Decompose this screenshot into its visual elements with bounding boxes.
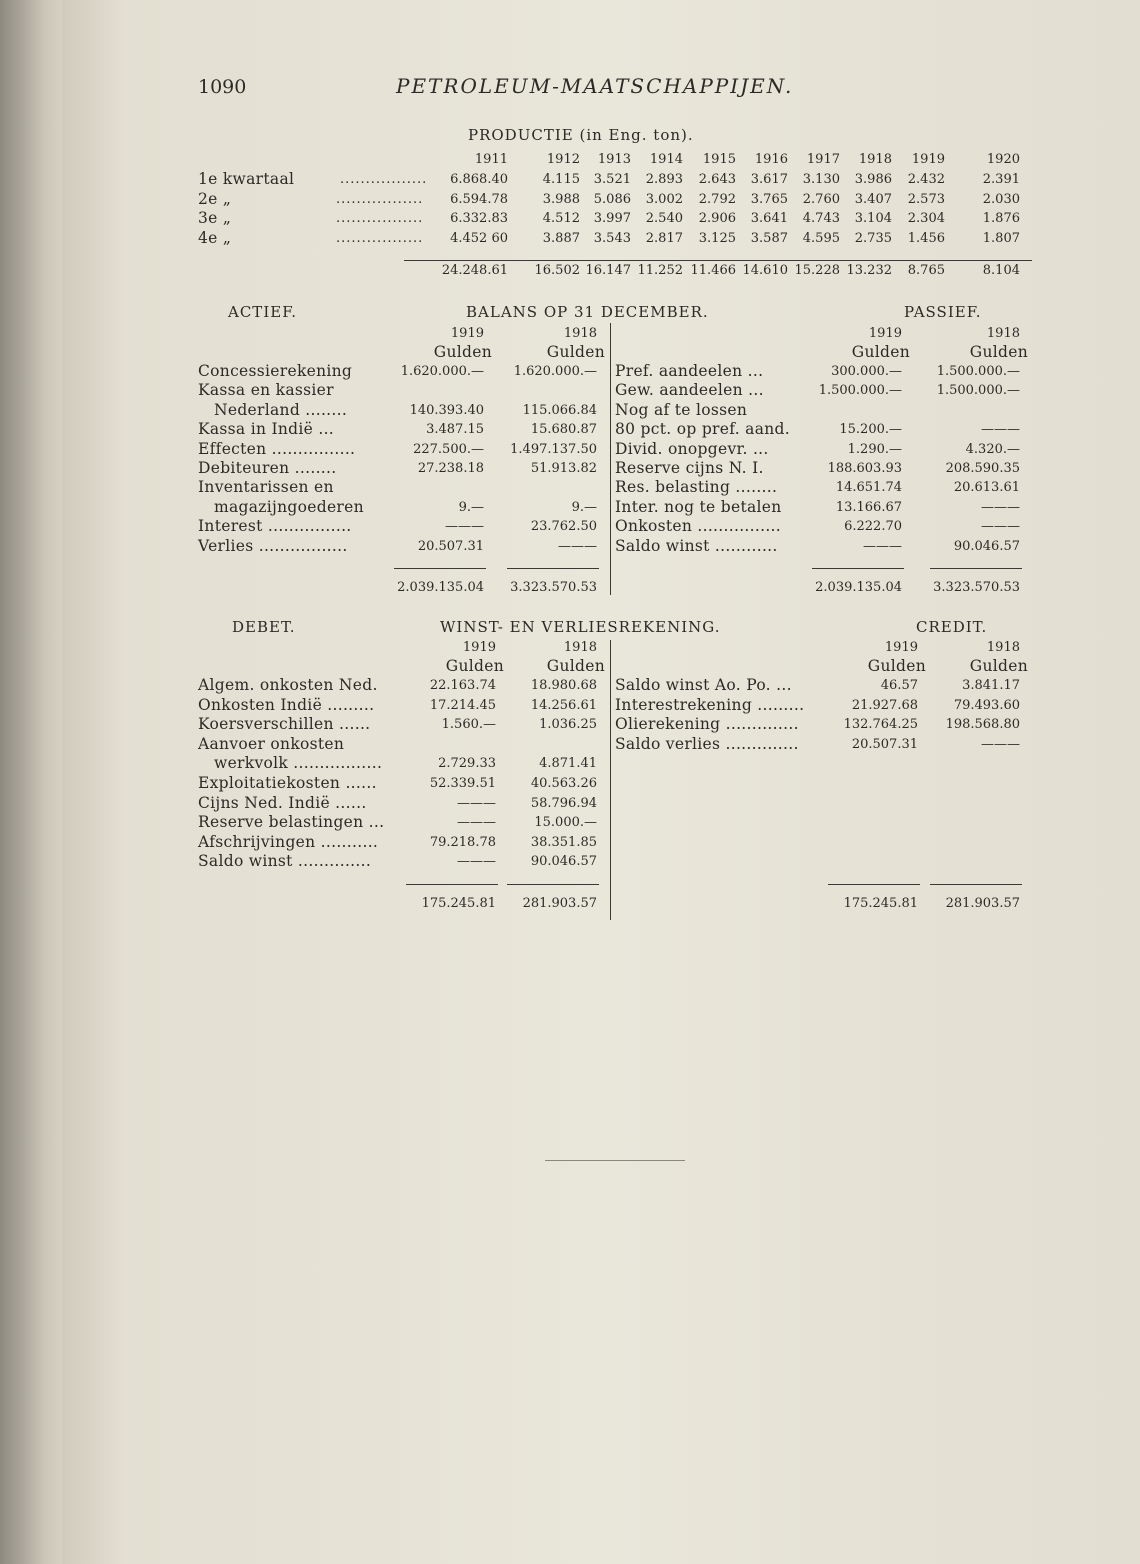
amount-current: 46.57 [880,678,918,693]
account-label: Nederland ........ [214,400,348,419]
amount-previous: ——— [981,736,1020,752]
account-label: Divid. onopgevr. ... [615,439,769,458]
account-label: Gew. aandeelen ... [615,381,764,400]
account-label: Saldo winst ............ [615,536,778,555]
amount-previous: 15.680.87 [530,422,597,438]
production-total: 15.228 [794,263,840,278]
account-label: Exploitatiekosten ...... [198,774,377,792]
total-previous: 281.903.57 [522,896,597,911]
amount-current: 1.290.— [847,441,902,457]
debet-title: DEBET. [232,618,296,636]
amount-previous: 9.— [571,499,597,515]
production-cell: 3.130 [802,172,840,187]
amount-current: 15.200.— [839,422,902,438]
amount-previous: 90.046.57 [953,538,1020,554]
production-cell: 2.540 [645,211,683,226]
amount-previous: 198.568.80 [945,717,1020,733]
total-current: 2.039.135.04 [815,580,902,595]
production-cell: 3.641 [750,211,788,226]
production-cell: 3.986 [854,172,892,187]
amount-current: 20.507.31 [851,736,918,752]
production-cell: 4.512 [542,211,580,226]
amount-previous: 90.046.57 [530,854,597,870]
account-label: Effecten ................ [198,439,356,458]
production-total: 16.502 [534,263,580,278]
balans-divider [610,323,611,595]
production-cell: 2.391 [982,172,1020,187]
amount-current: 6.222.70 [844,519,902,535]
account-label: Interestrekening ......... [615,695,805,714]
production-cell: 3.887 [542,230,580,246]
account-label: Concessierekening [198,362,353,380]
amount-previous: 4.320.— [965,441,1020,457]
unit-header: Gulden [969,343,1028,361]
leader-dots: ................. [336,191,424,207]
amount-current: 2.729.33 [438,756,496,772]
total-previous: 281.903.57 [945,896,1020,911]
amount-previous: 4.871.41 [539,756,597,772]
quarter-label: 1e kwartaal [198,170,295,188]
amount-current: 20.507.31 [417,538,484,554]
account-label: Olierekening .............. [615,715,799,734]
production-total: 16.147 [585,263,631,278]
production-cell: 3.104 [854,211,892,226]
account-label: Aanvoer onkosten [198,734,345,753]
sum-rule [406,884,498,885]
sum-rule [930,568,1022,569]
amount-previous: 15.000.— [534,815,597,831]
balans-title: BALANS OP 31 DECEMBER. [466,303,709,321]
amount-current: 3.487.15 [426,422,484,438]
production-cell: 2.893 [645,172,683,187]
amount-current: ——— [445,519,484,535]
year-header: 1911 [474,152,508,167]
leader-dots: ................. [340,172,428,187]
production-total: 8.104 [982,263,1020,278]
unit-header: Gulden [433,343,492,361]
production-cell: 6.868.40 [450,172,508,187]
production-cell: 3.521 [593,172,631,187]
amount-previous: ——— [981,422,1020,438]
account-label: Inventarissen en [198,478,334,497]
amount-previous: 51.913.82 [530,461,597,476]
unit-header: Gulden [546,657,605,675]
account-label: Algem. onkosten Ned. [198,676,378,694]
production-cell: 2.573 [907,191,945,207]
amount-previous: 1.036.25 [539,717,597,733]
account-label: Interest ................ [198,517,352,536]
unit-header: Gulden [969,657,1028,675]
quarter-label: 4e „ [198,228,232,247]
amount-current: 14.651.74 [835,480,902,496]
amount-previous: 208.590.35 [945,461,1020,476]
amount-previous: 1.500.000.— [936,383,1020,399]
total-previous: 3.323.570.53 [510,580,597,595]
production-cell: 1.456 [907,230,945,246]
sum-rule [828,884,920,885]
account-label: Kassa in Indië ... [198,420,335,439]
account-label: Koersverschillen ...... [198,715,371,734]
account-label: magazijngoederen [214,497,364,516]
production-cell: 3.002 [645,191,683,207]
sum-rule [812,568,904,569]
leader-dots: ................. [336,211,424,226]
production-cell: 4.452 60 [450,230,508,246]
production-cell: 4.115 [542,172,580,187]
amount-current: 27.238.18 [417,461,484,476]
year-header: 1917 [806,152,840,167]
amount-current: 22.163.74 [429,678,496,693]
amount-current: ——— [457,854,496,870]
passief-title: PASSIEF. [904,303,982,321]
sum-rule [394,568,486,569]
account-label: Inter. nog te betalen [615,497,782,516]
amount-previous: 20.613.61 [953,480,1020,496]
production-total: 14.610 [742,263,788,278]
production-cell: 4.595 [802,230,840,246]
unit-header: Gulden [851,343,910,361]
production-total: 11.466 [690,263,736,278]
year-header: 1919 [884,640,918,655]
production-cell: 3.587 [750,230,788,246]
amount-current: 52.339.51 [429,776,496,791]
amount-previous: 38.351.85 [530,834,597,850]
production-cell: 6.594.78 [450,191,508,207]
production-total: 24.248.61 [441,263,508,278]
year-header: 1920 [986,152,1020,167]
year-header: 1916 [754,152,788,167]
account-label: Saldo verlies .............. [615,734,799,753]
production-cell: 2.906 [698,211,736,226]
production-cell: 6.332.83 [450,211,508,226]
production-cell: 1.807 [982,230,1020,246]
year-header: 1919 [911,152,945,167]
total-current: 175.245.81 [421,896,496,911]
productie-total-rule [404,260,1032,261]
page-number: 1090 [198,76,247,98]
production-cell: 3.765 [750,191,788,207]
amount-previous: ——— [558,538,597,554]
total-current: 175.245.81 [843,896,918,911]
year-header: 1918 [986,326,1020,341]
production-total: 13.232 [846,263,892,278]
production-total: 11.252 [637,263,683,278]
production-cell: 3.407 [854,191,892,207]
leader-dots: ................. [336,230,424,246]
amount-current: 1.560.— [441,717,496,733]
sum-rule [507,884,599,885]
year-header: 1918 [563,326,597,341]
amount-previous: 1.500.000.— [936,364,1020,379]
production-cell: 4.743 [802,211,840,226]
total-current: 2.039.135.04 [397,580,484,595]
account-label: Reserve belastingen ... [198,813,385,832]
amount-previous: ——— [981,499,1020,515]
account-label: Onkosten Indië ......... [198,695,375,714]
production-cell: 3.543 [593,230,631,246]
account-label: Cijns Ned. Indië ...... [198,793,367,812]
production-cell: 2.792 [698,191,736,207]
amount-current: 132.764.25 [843,717,918,733]
production-cell: 3.617 [750,172,788,187]
amount-current: 227.500.— [413,441,484,457]
production-cell: 2.817 [645,230,683,246]
amount-current: 1.500.000.— [818,383,902,399]
production-cell: 2.304 [907,211,945,226]
production-cell: 2.760 [802,191,840,207]
productie-title: PRODUCTIE (in Eng. ton). [468,126,694,144]
credit-title: CREDIT. [916,618,988,636]
amount-current: 21.927.68 [851,697,918,713]
amount-current: 9.— [458,499,484,515]
account-label: Saldo winst Ao. Po. ... [615,676,792,694]
page-mark [545,1160,685,1161]
amount-current: 188.603.93 [827,461,902,476]
amount-previous: 18.980.68 [530,678,597,693]
account-label: Nog af te lossen [615,400,748,419]
amount-current: ——— [863,538,902,554]
year-header: 1914 [649,152,683,167]
amount-current: 1.620.000.— [400,364,484,379]
account-label: Debiteuren ........ [198,459,337,477]
year-header: 1919 [450,326,484,341]
amount-previous: 58.796.94 [530,795,597,811]
account-label: Onkosten ................ [615,517,782,536]
winst-divider [610,640,611,920]
production-total: 8.765 [907,263,945,278]
production-cell: 2.735 [854,230,892,246]
unit-header: Gulden [445,657,504,675]
production-cell: 5.086 [593,191,631,207]
amount-previous: 1.620.000.— [513,364,597,379]
amount-previous: 1.497.137.50 [510,441,597,457]
account-label: werkvolk ................. [214,754,383,773]
production-cell: 3.997 [593,211,631,226]
year-header: 1918 [986,640,1020,655]
amount-current: 140.393.40 [409,402,484,418]
sum-rule [507,568,599,569]
amount-previous: 79.493.60 [953,697,1020,713]
winst-title: WINST- EN VERLIESREKENING. [440,618,721,636]
actief-title: ACTIEF. [228,303,298,321]
amount-previous: ——— [981,519,1020,535]
amount-current: ——— [457,815,496,831]
production-cell: 2.643 [698,172,736,187]
production-cell: 2.030 [982,191,1020,207]
account-label: Afschrijvingen ........... [198,832,379,851]
sum-rule [930,884,1022,885]
unit-header: Gulden [867,657,926,675]
account-label: 80 pct. op pref. aand. [615,420,790,439]
amount-current: ——— [457,795,496,811]
year-header: 1915 [702,152,736,167]
amount-current: 79.218.78 [429,834,496,850]
production-cell: 3.988 [542,191,580,207]
year-header: 1918 [563,640,597,655]
amount-previous: 3.841.17 [962,678,1020,693]
unit-header: Gulden [546,343,605,361]
total-previous: 3.323.570.53 [933,580,1020,595]
account-label: Reserve cijns N. I. [615,459,764,477]
amount-previous: 23.762.50 [530,519,597,535]
year-header: 1918 [858,152,892,167]
amount-previous: 40.563.26 [530,776,597,791]
year-header: 1913 [597,152,631,167]
amount-previous: 115.066.84 [522,402,597,418]
production-cell: 2.432 [907,172,945,187]
production-cell: 1.876 [982,211,1020,226]
quarter-label: 3e „ [198,209,232,227]
year-header: 1919 [868,326,902,341]
production-cell: 3.125 [698,230,736,246]
book-binding [0,0,62,1564]
amount-current: 300.000.— [831,364,902,379]
amount-current: 17.214.45 [429,697,496,713]
account-label: Saldo winst .............. [198,852,372,871]
quarter-label: 2e „ [198,189,232,208]
account-label: Pref. aandeelen ... [615,362,764,380]
account-label: Verlies ................. [198,536,348,555]
running-head: PETROLEUM-MAATSCHAPPIJEN. [396,74,794,98]
account-label: Kassa en kassier [198,381,334,400]
account-label: Res. belasting ........ [615,478,778,497]
amount-current: 13.166.67 [835,499,902,515]
year-header: 1919 [462,640,496,655]
year-header: 1912 [546,152,580,167]
amount-previous: 14.256.61 [530,697,597,713]
